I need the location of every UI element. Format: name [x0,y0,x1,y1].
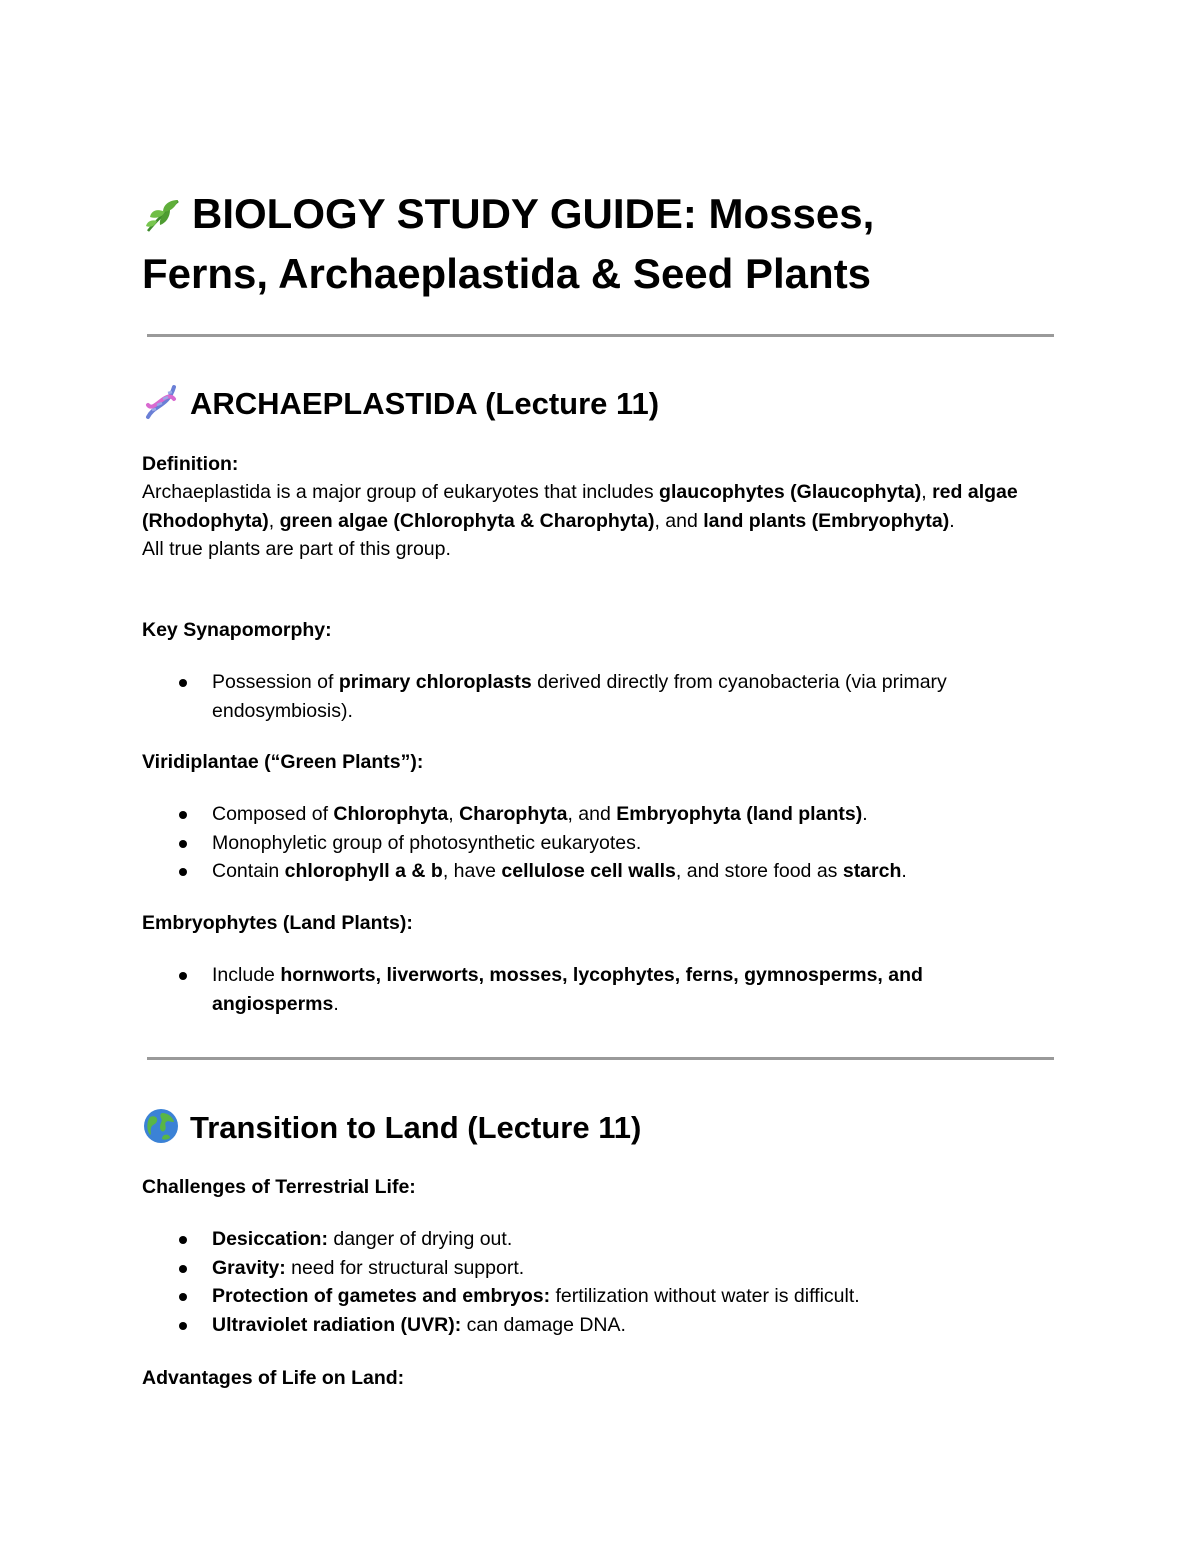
list-item [142,829,1057,858]
item-text: . [901,860,907,882]
item-text: , [448,803,460,825]
embryophytes-list [142,961,1022,1018]
item-text: , and [567,803,617,825]
herb-leaf-icon [142,191,182,231]
list-item [142,961,1022,1018]
list-item [142,1282,1057,1311]
item-term: chlorophyll a & b [284,860,443,882]
list-item [142,1254,1057,1283]
definition-text: . [949,509,955,532]
bullet-icon [179,1265,187,1273]
item-term: Charophyta [459,803,568,825]
bullet-icon [179,1322,187,1330]
definition-text: , [921,481,933,503]
globe-icon [142,1107,180,1145]
item-text: , and store food as [675,860,843,882]
item-term: cellulose cell walls [501,860,676,882]
item-term: hornworts, liverworts, mosses, lycophytes, ferns, gymnosperms, and angiosperms [212,964,923,1015]
item-text: . [333,992,339,1015]
item-term: Chlorophyta [333,803,449,825]
item-text: Possession of [212,671,339,693]
item-text: can damage DNA. [461,1313,626,1336]
item-text: Contain [212,860,285,882]
definition-paragraph [142,478,1057,564]
synapomorphy-label: Key Synapomorphy: [142,619,332,641]
challenges-list [142,1225,1057,1339]
viridiplantae-label: Viridiplantae (“Green Plants”): [142,751,424,773]
bullet-icon [179,972,187,980]
bullet-icon [179,840,187,848]
list-item [142,857,1057,886]
section-heading-transition [142,1107,641,1148]
title-line-1: BIOLOGY STUDY GUIDE: Mosses, [192,190,875,237]
item-term: Embryophyta (land plants) [616,803,863,825]
bullet-icon [179,679,187,687]
item-text: Monophyletic group of photosynthetic eukaryotes. [212,831,642,854]
item-text: danger of drying out. [327,1228,513,1250]
section-heading-archaeplastida [142,383,659,424]
item-term: Protection of gametes and embryos: [212,1285,551,1307]
list-item [142,668,1057,725]
title-line-2: Ferns, Archaeplastida & Seed Plants [142,250,872,297]
definition-term: green algae (Chlorophyta & Charophyta) [279,509,655,532]
bullet-icon [179,1293,187,1301]
section-divider [147,334,1054,337]
definition-term: land plants (Embryophyta) [703,509,950,532]
item-term: Ultraviolet radiation (UVR): [212,1313,462,1336]
item-text: Include [212,964,281,986]
item-term: starch [842,860,902,882]
item-text: fertilization without water is difficult. [550,1285,860,1307]
item-text: , have [442,860,502,882]
item-term: Gravity: [212,1256,286,1279]
item-text: derived directly from cyanobacteria (via primary endosymbiosis). [212,671,947,722]
definition-line-2: All true plants are part of this group. [142,538,451,560]
bullet-icon [179,811,187,819]
item-term: Desiccation: [212,1228,328,1250]
definition-text: , [268,509,280,532]
list-item [142,800,1057,829]
document-title [142,184,1057,304]
item-text: Composed of [212,803,334,825]
definition-text: , and [654,509,704,532]
item-term: primary chloroplasts [338,671,532,693]
list-item [142,1311,1057,1340]
definition-text: Archaeplastida is a major group of eukaryotes that includes [142,481,660,503]
definition-term: red algae (Rhodophyta) [142,481,1018,532]
synapomorphy-list [142,668,1057,725]
dna-icon [142,383,180,421]
section-heading-text: Transition to Land (Lecture 11) [190,1110,642,1145]
bullet-icon [179,868,187,876]
bullet-icon [179,1236,187,1244]
section-heading-text: ARCHAEPLASTIDA (Lecture 11) [190,386,660,421]
section-divider [147,1057,1054,1060]
viridiplantae-list [142,800,1057,886]
definition-label: Definition: [142,453,239,475]
embryophytes-label: Embryophytes (Land Plants): [142,912,413,934]
item-text: need for structural support. [285,1256,525,1279]
challenges-label: Challenges of Terrestrial Life: [142,1176,416,1198]
definition-term: glaucophytes (Glaucophyta) [659,481,922,503]
list-item [142,1225,1057,1254]
advantages-label: Advantages of Life on Land: [142,1367,405,1389]
item-text: . [862,803,868,825]
